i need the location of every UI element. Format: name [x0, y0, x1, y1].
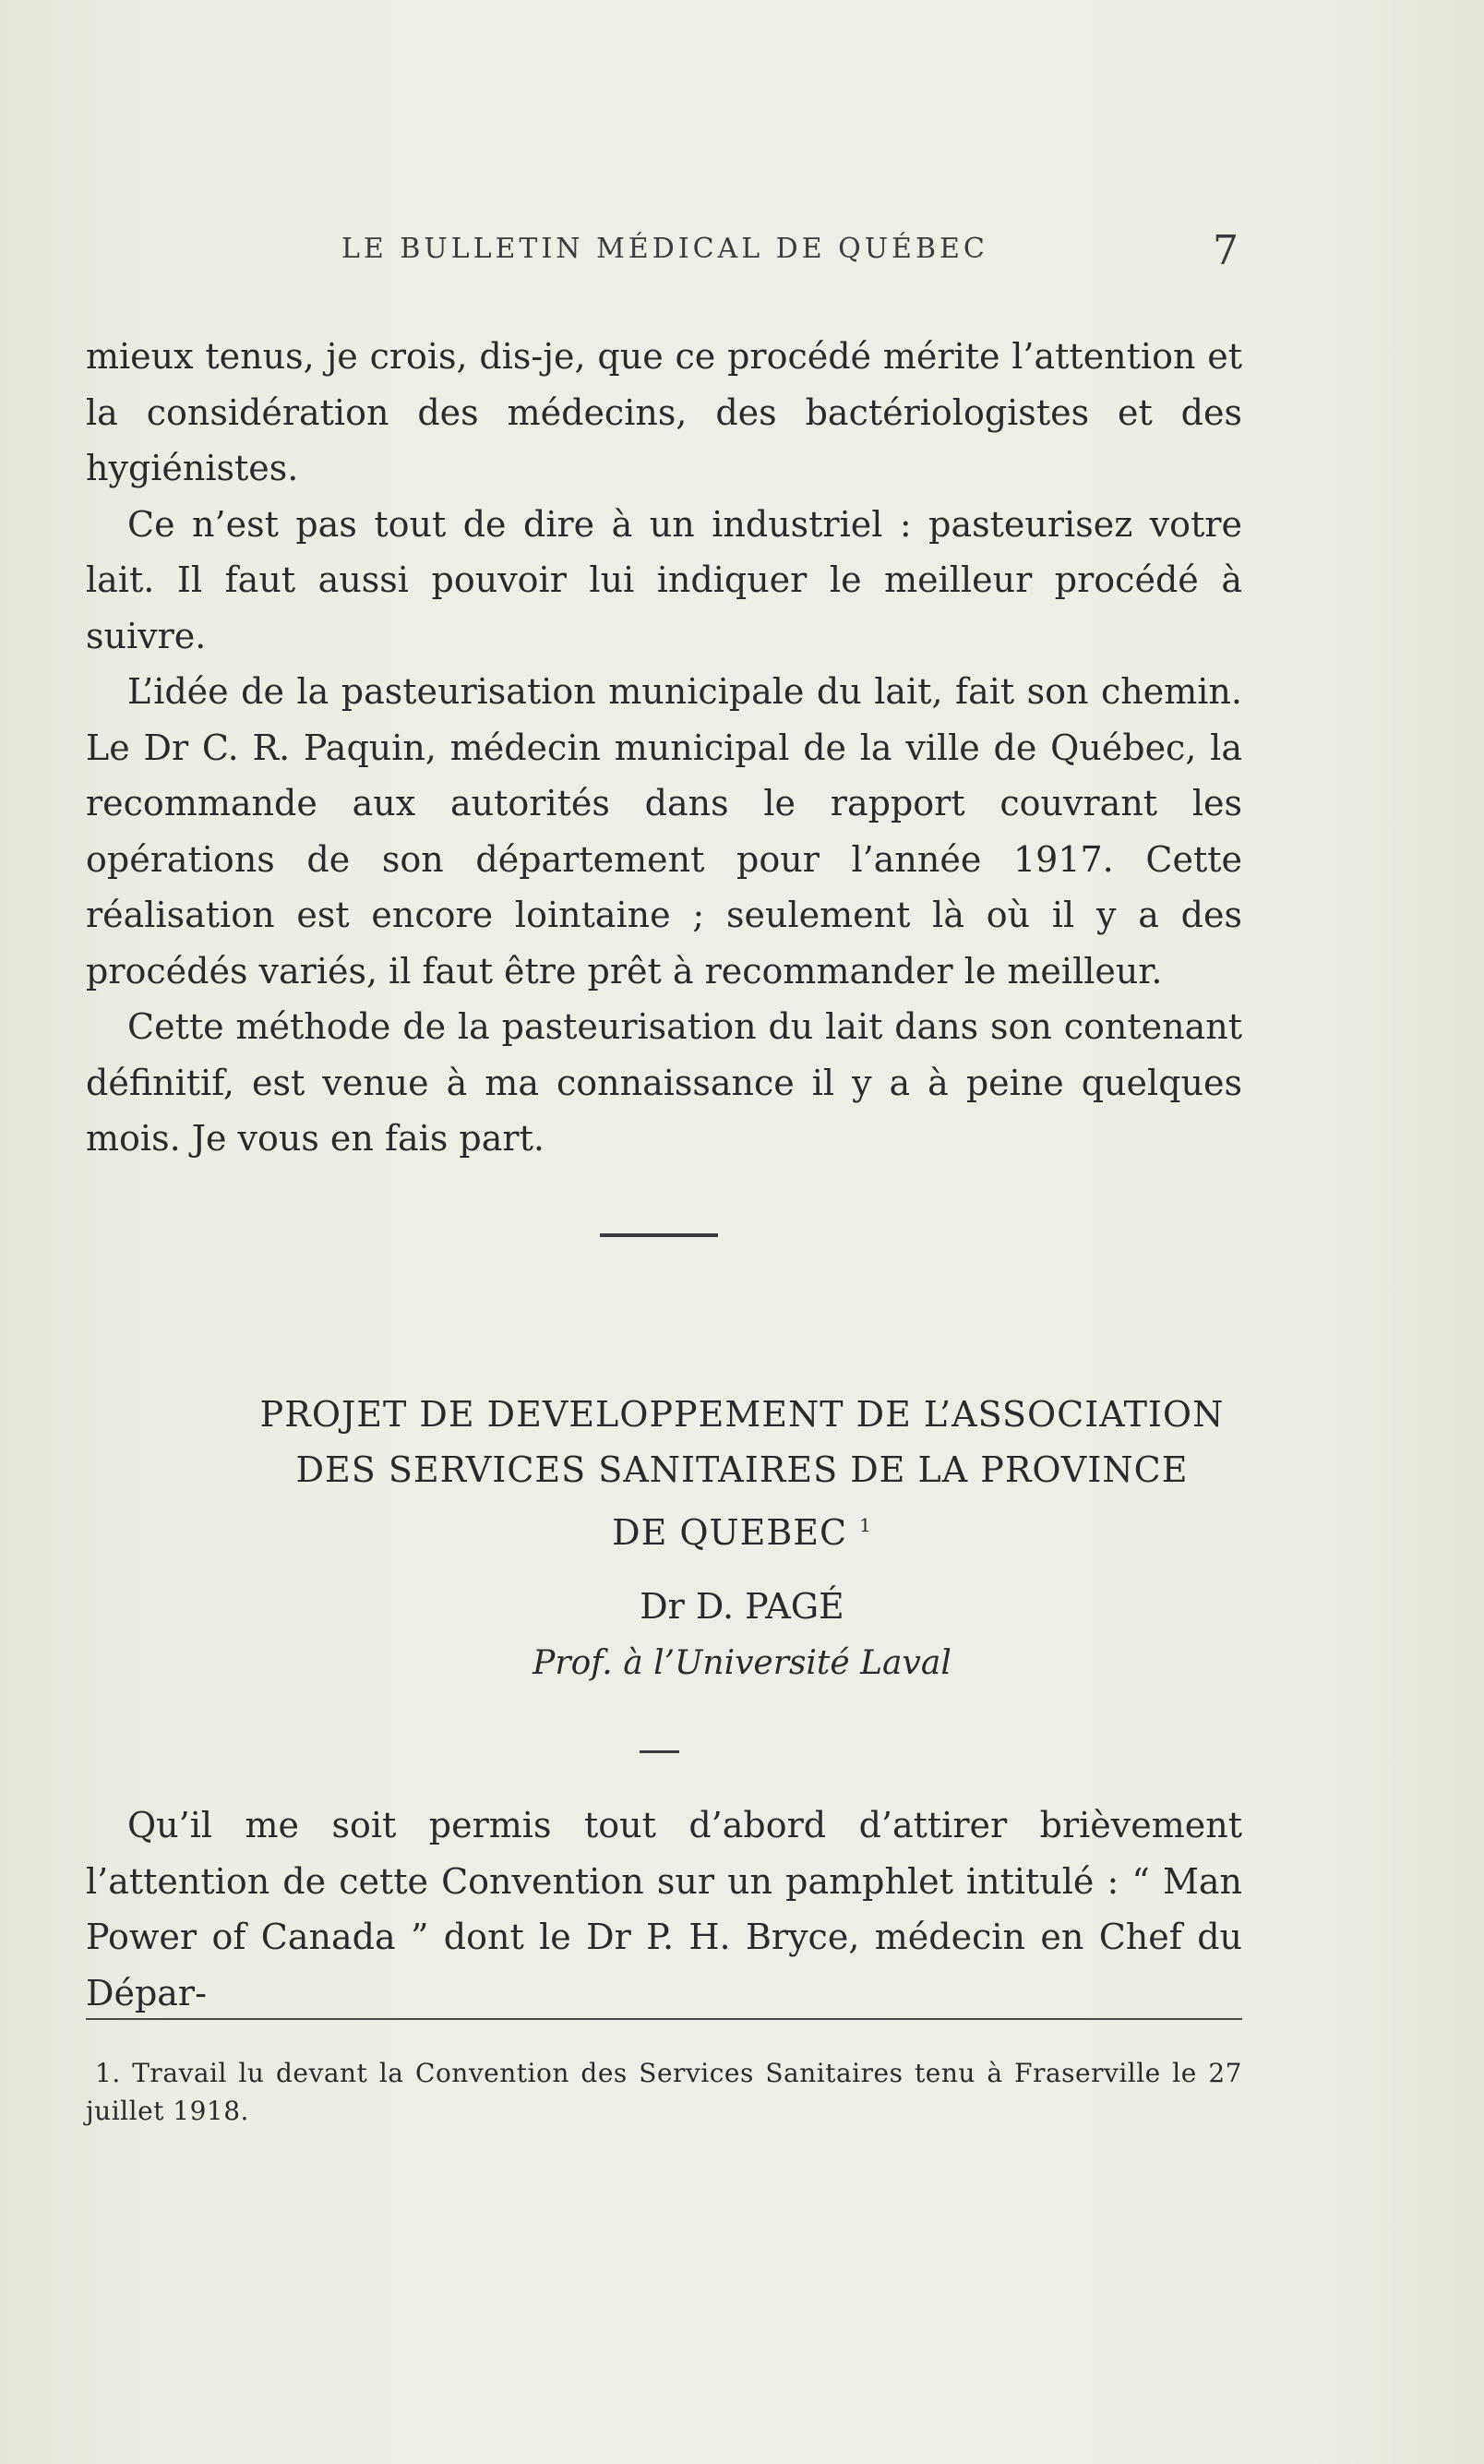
article-title-line: DE QUEBEC	[612, 1512, 848, 1553]
article-title	[55, 1387, 1429, 1560]
page-number: 7	[1213, 227, 1239, 274]
footnote-marker: 1	[859, 1514, 872, 1536]
article-title-line: PROJET DE DEVELOPPEMENT DE L’ASSOCIATION	[259, 1394, 1225, 1435]
article-title-line: DES SERVICES SANITAIRES DE LA PROVINCE	[295, 1449, 1189, 1490]
paragraph: mieux tenus, je crois, dis-je, que ce procédé mérite l’attention et la considération des médecins, des bactériologistes et des hygiénistes.	[86, 336, 1242, 488]
continued-text	[86, 329, 1242, 1167]
running-head	[0, 227, 1484, 273]
footnote-rule	[86, 2018, 1242, 2020]
author-separator-dash	[640, 1750, 679, 1753]
author-name: Dr D. PAGÉ	[640, 1586, 844, 1627]
article-title-line-last	[55, 1497, 1429, 1560]
running-title: LE BULLETIN MÉDICAL DE QUÉBEC	[341, 233, 988, 265]
footnote: 1. Travail lu devant la Convention des Services Sanitaires tenu à Fraserville le 27 juillet 1918.	[86, 2058, 1242, 2126]
paragraph: Qu’il me soit permis tout d’abord d’attirer brièvement l’attention de cette Convention sur un pamphlet intitulé : “ Man Power of Canada ” dont le Dr P. H. Bryce, médecin en Chef du Dépar-	[86, 1805, 1242, 2013]
article-body	[86, 1797, 1242, 2021]
author-affiliation: Prof. à l’Université Laval	[533, 1644, 951, 1682]
paragraph: Ce n’est pas tout de dire à un industriel : pasteurisez votre lait. Il faut aussi pouvoir lui indiquer le meilleur procédé à suivre.	[86, 503, 1242, 656]
section-separator-rule	[600, 1233, 718, 1237]
paragraph: L’idée de la pasteurisation municipale du lait, fait son chemin. Le Dr C. R. Paquin, médecin municipal de la ville de Québec, la recommande aux autorités dans le rapport couvrant les opérations de son département pour l’année 1917. Cette réalisation est encore lointaine ; seulement là où il y a des procédés variés, il faut être prêt à recommander le meilleur.	[86, 671, 1242, 992]
paragraph: Cette méthode de la pasteurisation du lait dans son contenant définitif, est venue à ma connaissance il y a à peine quelques mois. Je vous en fais part.	[86, 1006, 1242, 1159]
